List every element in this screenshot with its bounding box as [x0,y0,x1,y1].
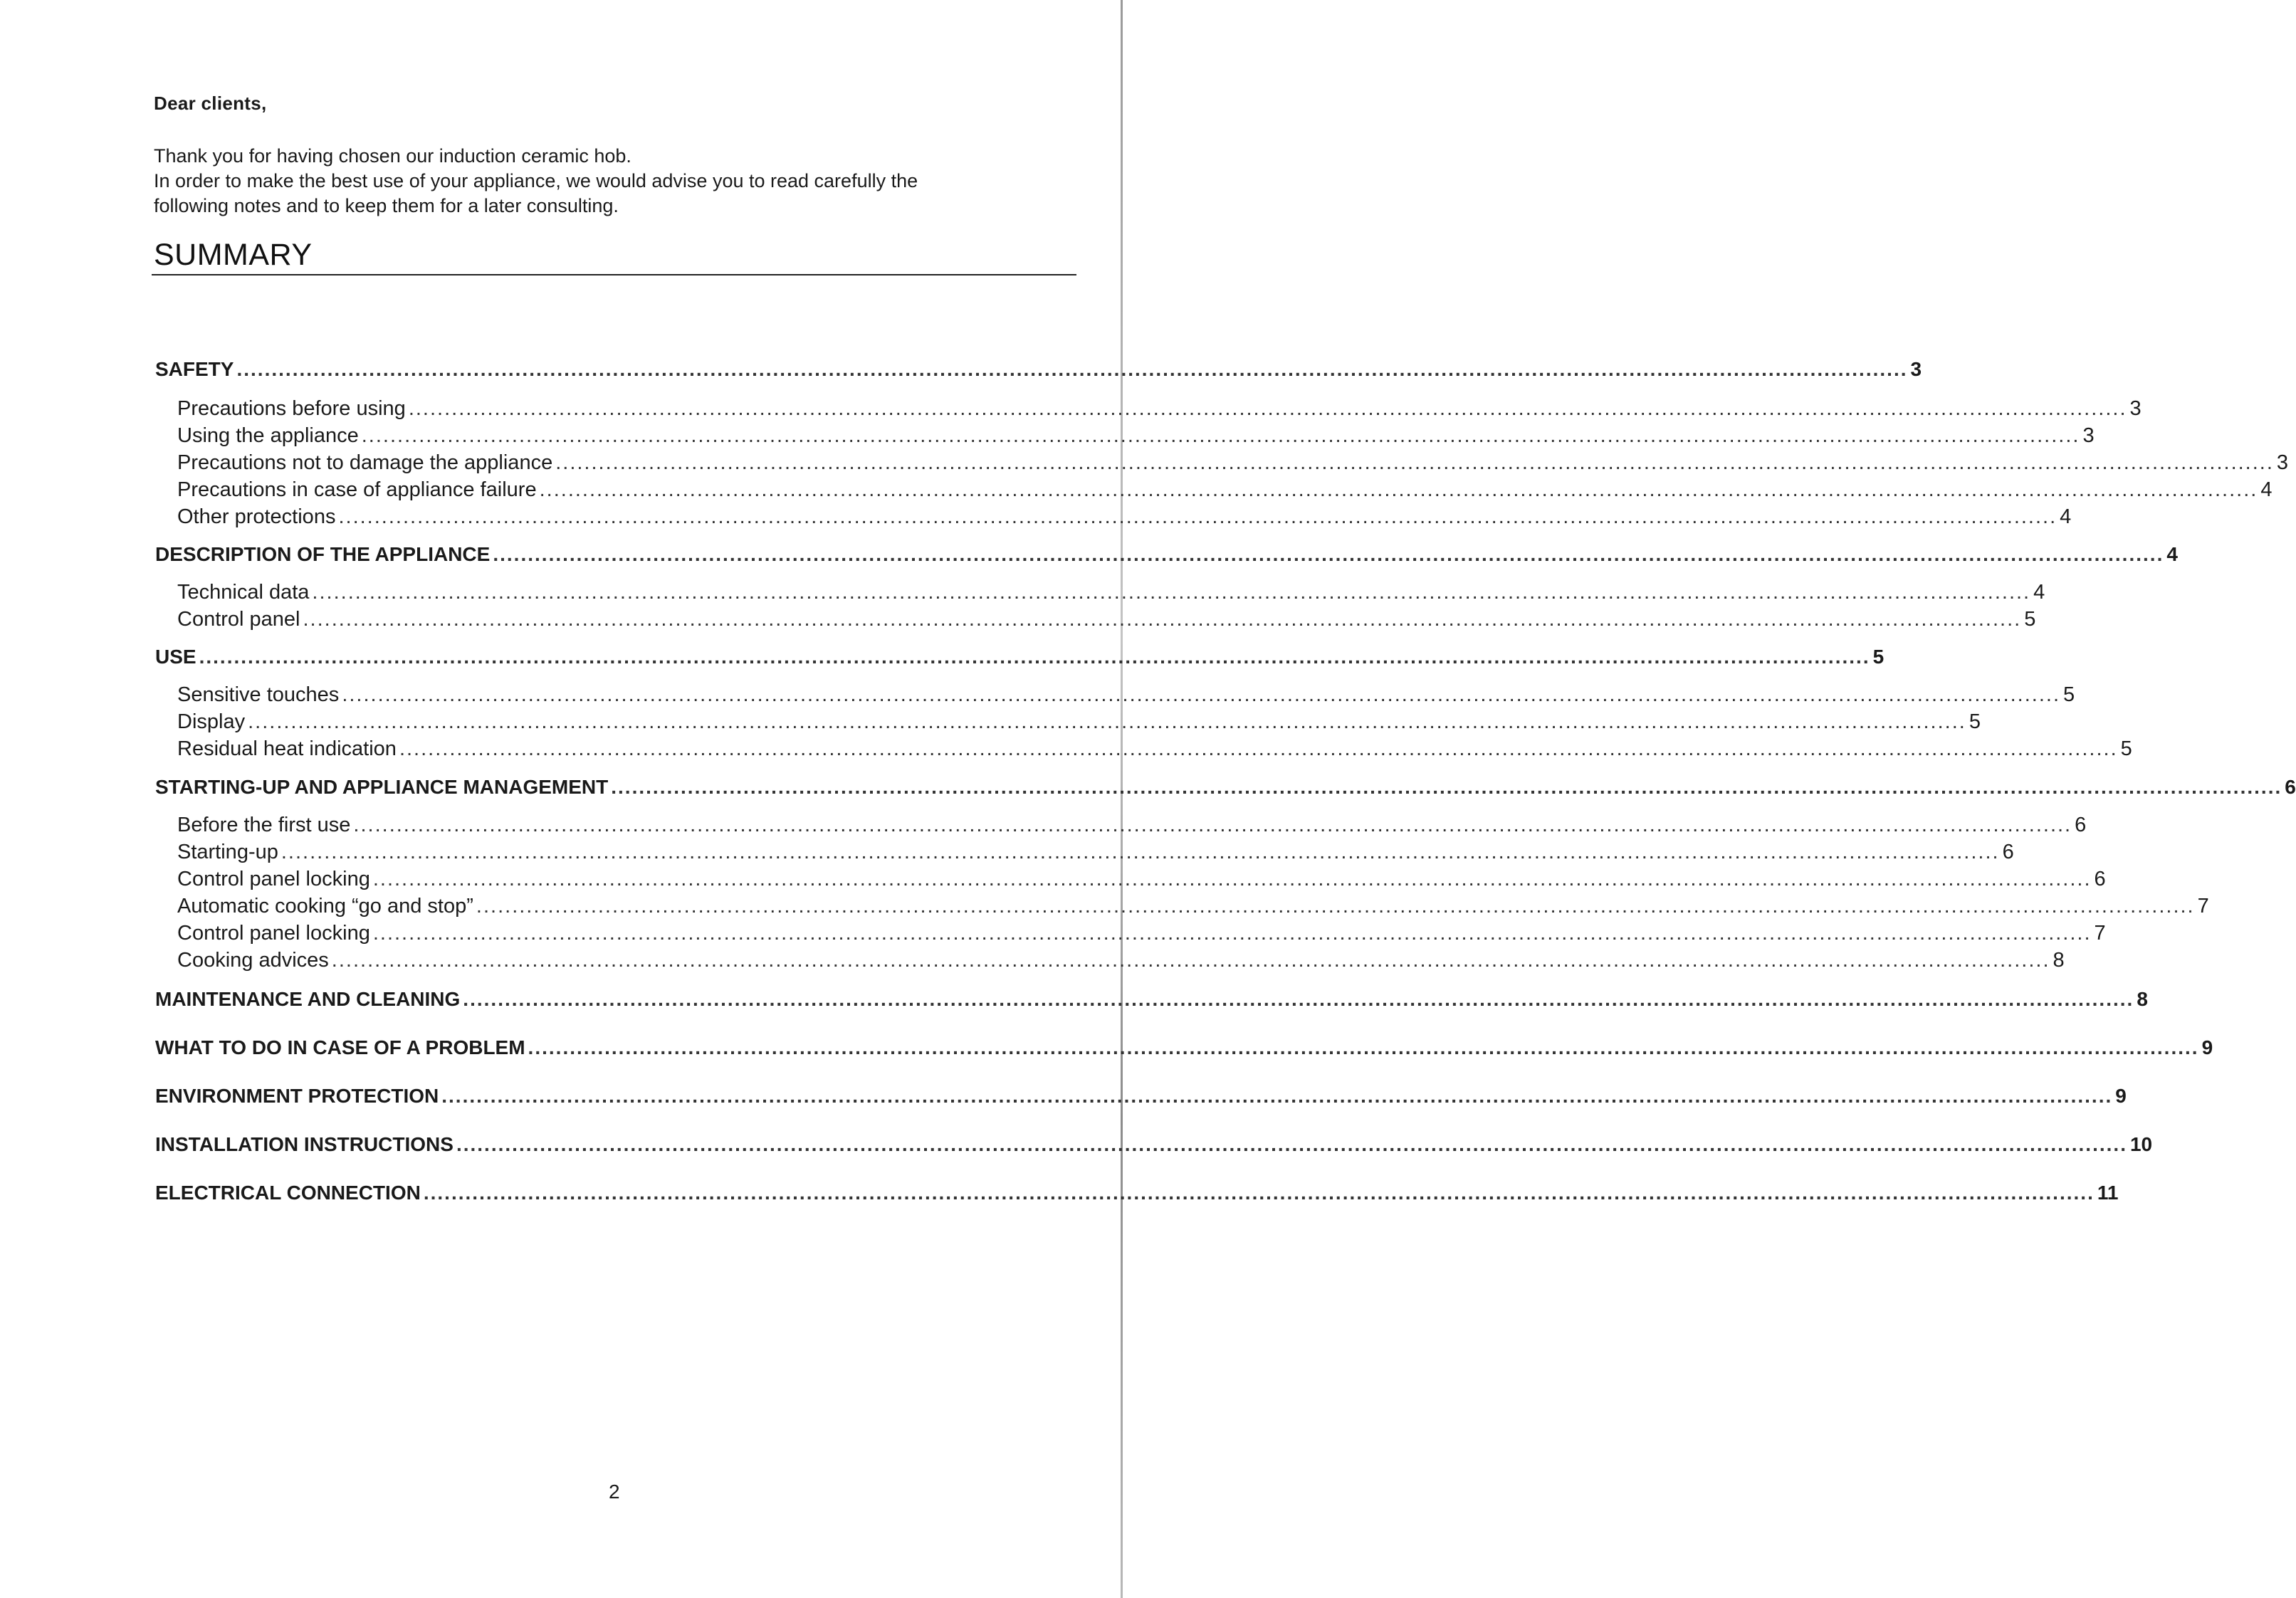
toc-page-number: 8 [2137,988,2148,1010]
toc-leader-dots: ................................................................................................................................................................................................................................................ [456,1133,2127,1155]
toc-leader-dots: ................................................................................................................................................................................................................................................ [423,1182,2095,1204]
intro-line: following notes and to keep them for a later consulting. [154,195,619,216]
toc-page-number: 5 [1872,646,1884,668]
toc-entry-title: Precautions not to damage the appliance [177,451,553,474]
toc-page-number: 10 [2129,1133,2153,1155]
toc-entry-title: Residual heat indication [177,737,397,760]
toc-entry-title: SAFETY [155,358,234,380]
intro-line: In order to make the best use of your appliance, we would advise you to read carefully the [154,170,918,191]
toc-subsection-row [177,814,2087,837]
toc-subsection-row [177,949,2065,972]
toc-leader-dots: ................................................................................................................................................................................................................................................ [555,451,2274,474]
toc-leader-dots: ................................................................................................................................................................................................................................................ [539,478,2258,501]
toc-entry-title: Control panel locking [177,922,370,945]
toc-subsection-row [177,868,2106,891]
toc-leader-dots: ................................................................................................................................................................................................................................................ [248,710,1966,733]
toc-leader-dots: ................................................................................................................................................................................................................................................ [493,543,2164,565]
toc-entry-title: Starting-up [177,841,278,863]
summary-title: SUMMARY [154,238,313,272]
toc-leader-dots: ................................................................................................................................................................................................................................................ [342,683,2061,706]
toc-entry-title: Other protections [177,505,336,528]
toc-entry-title: INSTALLATION INSTRUCTIONS [155,1133,454,1155]
toc-leader-dots: ................................................................................................................................................................................................................................................ [476,895,2195,918]
toc-entry-title: STARTING-UP AND APPLIANCE MANAGEMENT [155,776,609,798]
toc-entry-title: USE [155,646,196,668]
toc-page-number: 7 [2094,922,2106,945]
toc-page-number: 5 [1969,710,1981,733]
toc-entry-title: Display [177,710,246,733]
toc-page-number: 6 [2094,868,2106,890]
toc-page-number: 6 [2075,814,2087,836]
toc-page-number: 3 [2129,397,2142,420]
toc-page-number: 4 [2166,543,2178,565]
toc-section-row [155,988,2148,1011]
toc-section-row [155,1182,2119,1204]
toc-leader-dots: ................................................................................................................................................................................................................................................ [338,505,2058,528]
toc-leader-dots: ................................................................................................................................................................................................................................................ [611,776,2282,798]
toc-page-number: 11 [2097,1182,2119,1204]
toc-entry-title: Control panel [177,608,300,631]
toc-subsection-row [177,737,2132,761]
toc-subsection-row [177,841,2014,864]
toc-leader-dots: ................................................................................................................................................................................................................................................ [463,988,2134,1010]
toc-leader-dots: ................................................................................................................................................................................................................................................ [312,581,2031,604]
toc-subsection-row [177,451,2289,475]
toc-subsection-row [177,397,2142,421]
toc-page-number: 7 [2197,895,2209,918]
toc-leader-dots: ................................................................................................................................................................................................................................................ [441,1085,2113,1107]
toc-leader-dots: ................................................................................................................................................................................................................................................ [281,841,2000,863]
toc-subsection-row [177,581,2045,604]
toc-page-number: 4 [2060,505,2072,528]
toc-leader-dots: ................................................................................................................................................................................................................................................ [372,922,2092,945]
toc-section-row [155,1036,2213,1059]
toc-page-number: 6 [2285,776,2296,798]
toc-entry-title: Before the first use [177,814,351,836]
toc-subsection-row [177,505,2072,529]
toc-leader-dots: ................................................................................................................................................................................................................................................ [361,424,2080,447]
toc-entry-title: Control panel locking [177,868,370,890]
toc-section-row [155,543,2178,566]
toc-section-row [155,1085,2127,1108]
toc-leader-dots: ................................................................................................................................................................................................................................................ [528,1036,2199,1058]
toc-page-number: 8 [2053,949,2065,972]
toc-subsection-row [177,683,2075,707]
toc-subsection-row [177,922,2106,945]
toc-entry-title: Precautions in case of appliance failure [177,478,537,501]
toc-section-row [155,1133,2153,1156]
toc-entry-title: Using the appliance [177,424,359,447]
toc-page-number: 5 [2063,683,2075,706]
toc-entry-title: Cooking advices [177,949,329,972]
toc-page-number: 3 [2276,451,2289,474]
toc-entry-title: WHAT TO DO IN CASE OF A PROBLEM [155,1036,525,1058]
toc-page-number: 9 [2201,1036,2213,1058]
intro-line: Thank you for having chosen our induction ceramic hob. [154,145,631,167]
toc-entry-title: Automatic cooking “go and stop” [177,895,473,918]
toc-entry-title: Technical data [177,581,310,604]
toc-page-number: 5 [2024,608,2036,631]
toc-entry-title: DESCRIPTION OF THE APPLIANCE [155,543,491,565]
page-number: 2 [609,1481,620,1503]
toc-leader-dots: ................................................................................................................................................................................................................................................ [399,737,2118,760]
toc-section-row [155,646,1884,668]
toc-subsection-row [177,424,2095,448]
toc-subsection-row [177,710,1981,734]
toc-leader-dots: ................................................................................................................................................................................................................................................ [331,949,2050,972]
toc-section-row [155,776,2296,799]
toc-leader-dots: ................................................................................................................................................................................................................................................ [353,814,2072,836]
toc-entry-title: ENVIRONMENT PROTECTION [155,1085,439,1107]
toc-leader-dots: ................................................................................................................................................................................................................................................ [408,397,2127,420]
toc-leader-dots: ................................................................................................................................................................................................................................................ [199,646,1870,668]
scan-edge-line [1121,0,1123,1598]
toc-leader-dots: ................................................................................................................................................................................................................................................ [372,868,2092,890]
toc-leader-dots: ................................................................................................................................................................................................................................................ [236,358,1908,380]
toc-entry-title: ELECTRICAL CONNECTION [155,1182,421,1204]
toc-page-number: 4 [2260,478,2273,501]
toc-page-number: 3 [2082,424,2095,447]
greeting: Dear clients, [154,93,267,114]
toc-page-number: 4 [2033,581,2045,604]
toc-section-row [155,358,1922,381]
toc-subsection-row [177,608,2036,631]
toc-entry-title: Precautions before using [177,397,406,420]
toc-entry-title: MAINTENANCE AND CLEANING [155,988,461,1010]
toc-subsection-row [177,478,2273,502]
toc-page-number: 6 [2002,841,2014,863]
toc-page-number: 3 [1910,358,1922,380]
toc-entry-title: Sensitive touches [177,683,340,706]
intro-paragraph [154,144,1065,219]
toc-leader-dots: ................................................................................................................................................................................................................................................ [303,608,2022,631]
toc-page-number: 9 [2115,1085,2127,1107]
summary-underline [152,274,1076,275]
toc-page-number: 5 [2120,737,2132,760]
toc-subsection-row [177,895,2209,918]
